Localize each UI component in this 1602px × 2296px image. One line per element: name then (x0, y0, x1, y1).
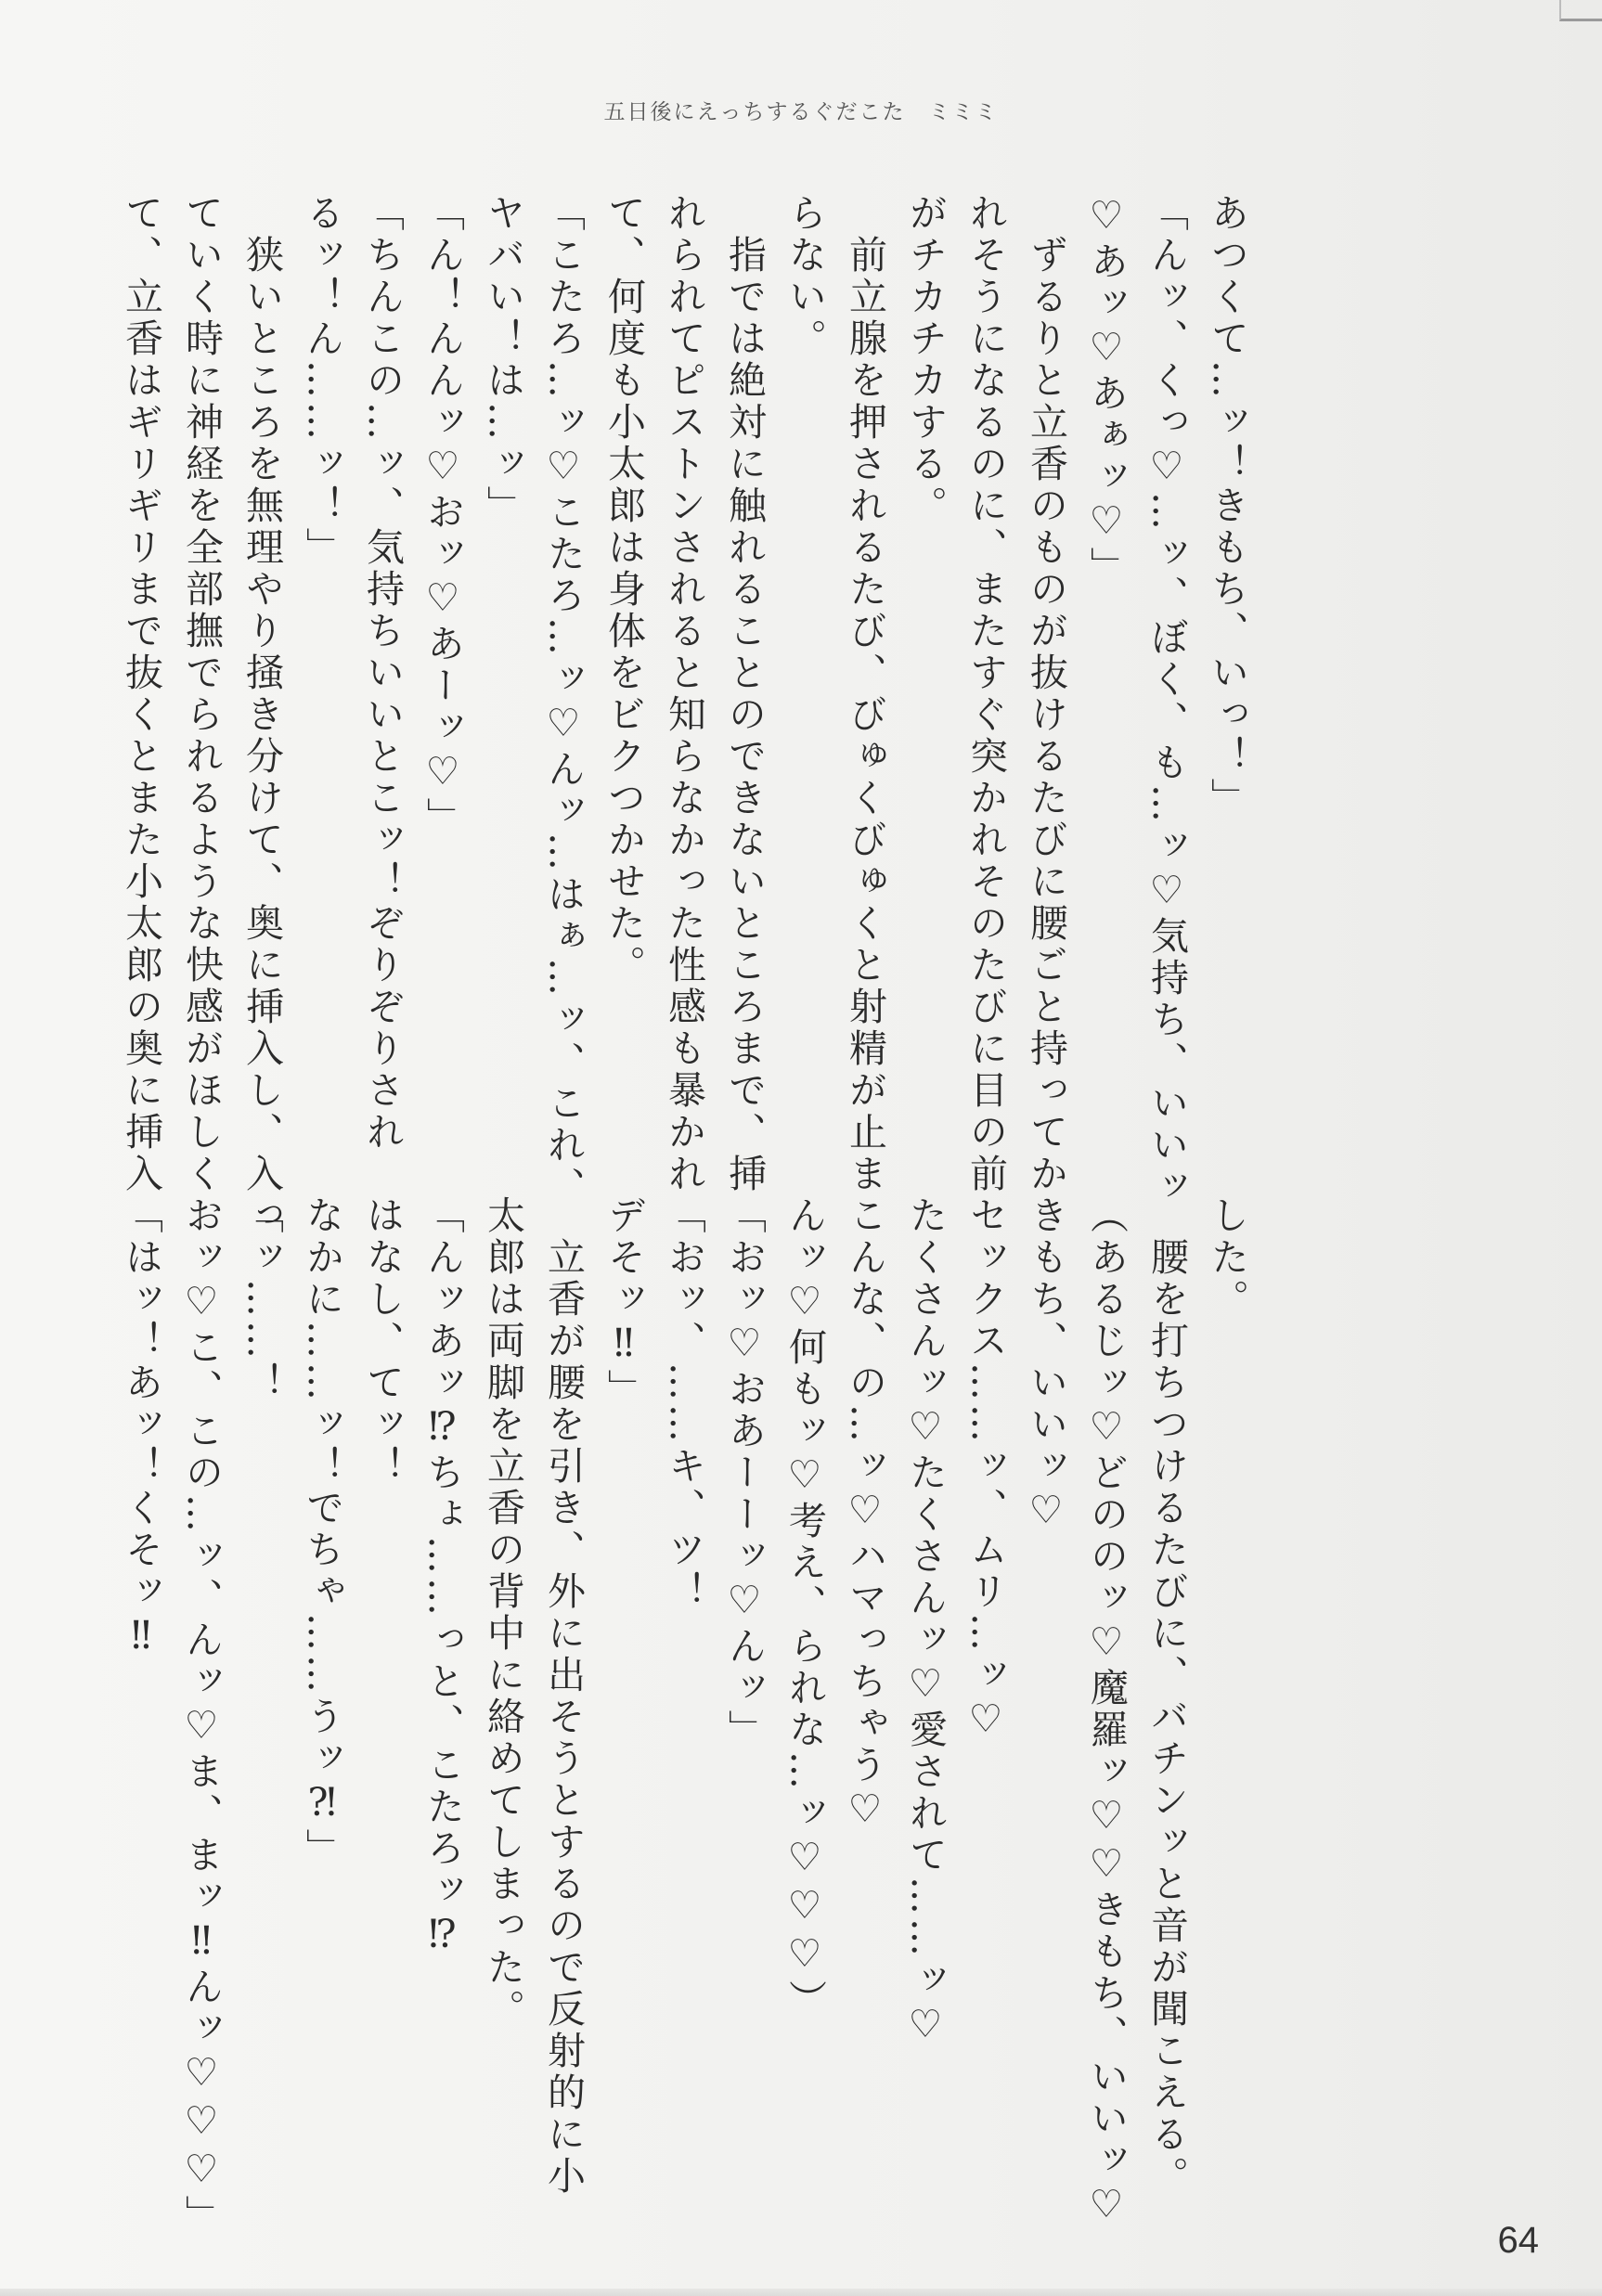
text-line: て、何度も小太郎は身体をビクつかせた。 (601, 193, 646, 987)
text-line: 「ん！んんッ♡おッ♡あーッ♡」 (420, 193, 465, 839)
text-line: した。 (1205, 1195, 1249, 1321)
text-line: ヤバい！は…ッ」 (481, 193, 525, 527)
scan-corner-mark (1559, 0, 1602, 21)
text-line: 「こたろ…ッ♡こたろ…ッ♡んッ…はぁ…ッ、これ、 (541, 193, 586, 1208)
text-line: あつくて…ッ！きもち、いっ！」 (1205, 193, 1249, 819)
text-line: （あるじッ♡どののッ♡魔羅ッ♡♡きもち、いいッ♡ (1084, 1195, 1129, 2230)
text-line: デそッ‼」 (601, 1195, 646, 1411)
text-line: 腰を打ちつけるたびに、バチンッと音が聞こえる。 (1144, 1195, 1189, 2198)
text-line: ずるりと立香のものが抜けるたびに腰ごと持ってか (1024, 193, 1068, 1195)
text-line: はなし、てッ！ (360, 1195, 405, 1488)
text-line: 前立腺を押されるたび、びゅくびゅくと射精が止ま (843, 193, 887, 1195)
text-line: 「んッあッ⁉ちょ……っと、こたろッ⁉ (420, 1195, 465, 1960)
text-line: なかに……ッ！でちゃ……うッ⁈」 (300, 1195, 344, 1870)
text-line: 「はッ！あッ！くそッ‼ (119, 1195, 163, 1661)
text-line: 狭いところを無理やり掻き分けて、奥に挿入し、入っ (239, 193, 284, 1237)
text-line: れそうになるのに、またすぐ突かれそのたびに目の前 (963, 193, 1008, 1195)
text-line: 「ッ……！ (239, 1195, 284, 1404)
text-line: れられてピストンされると知らなかった性感も暴かれ (662, 193, 706, 1195)
text-line: て、立香はギリギリまで抜くとまた小太郎の奥に挿入 (119, 193, 163, 1195)
text-line: ♡あッ♡あぁッ♡」 (1084, 193, 1129, 588)
text-line: 立香が腰を引き、外に出そうとするので反射的に小 (541, 1195, 586, 2198)
text-line: セックス……ッ、ムリ…ッ♡ (963, 1195, 1008, 1745)
text-line: がチカチカする。 (903, 193, 948, 527)
text-line: 太郎は両脚を立香の背中に絡めてしまった。 (481, 1195, 525, 2031)
lower-text-block (110, 1195, 1257, 2237)
text-line: 「んッ、くっ♡…ッ、ぼく、も…ッ♡気持ち、いいッ (1144, 193, 1189, 1208)
text-line: らない。 (782, 193, 827, 360)
text-line: こんな、の…ッ♡ハマっちゃう♡ (843, 1195, 887, 1835)
text-line: 指では絶対に触れることのできないところまで、挿 (722, 193, 767, 1195)
bottom-edge (0, 2289, 1602, 2296)
text-line: 「おッ♡おあーーッ♡んッ」 (722, 1195, 767, 1751)
text-line: ていく時に神経を全部撫でられるような快感がほしく (179, 193, 224, 1195)
text-line: るッ！ん……ッ！」 (300, 193, 344, 569)
text-line: 「ちんこの…ッ、気持ちいいとこッ！ぞりぞりされ (360, 193, 405, 1154)
page-number: 64 (1497, 2220, 1539, 2261)
text-line: おッ♡こ、この…ッ、んッ♡ま、まッ‼んッ♡♡♡」 (179, 1195, 224, 2237)
text-line: たくさんッ♡たくさんッ♡愛されて……ッ♡ (903, 1195, 948, 2050)
upper-text-block (110, 193, 1257, 1237)
running-header: 五日後にえっちするぐだこた ミミミ (603, 100, 999, 124)
text-line: んッ♡何もッ♡考え、られな…ッ♡♡♡） (782, 1195, 827, 2021)
text-line: 「おッ、……キ、ツ！ (662, 1195, 706, 1613)
text-line: きもち、いいッ♡ (1024, 1195, 1068, 1536)
